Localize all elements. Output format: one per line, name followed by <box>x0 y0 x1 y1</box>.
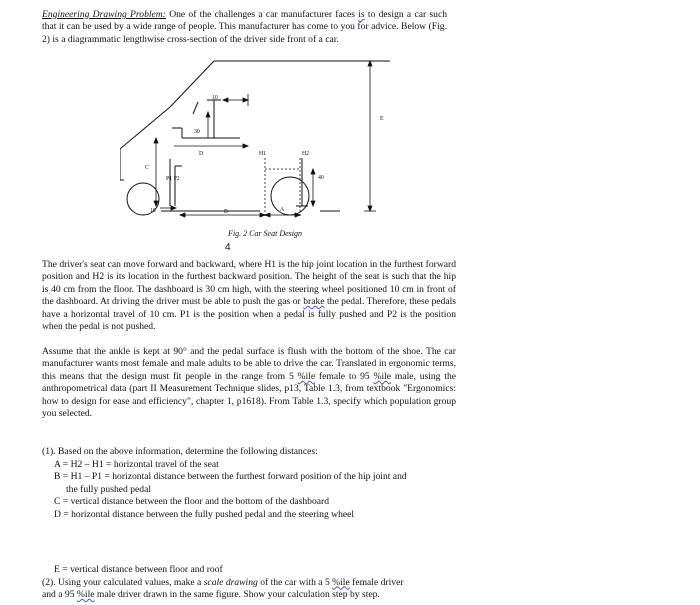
definition-d: D = horizontal distance between the fully pushed pedal and the steering wheel <box>54 508 355 520</box>
seat-pivot <box>296 158 308 206</box>
car-seat-diagram <box>120 56 410 231</box>
pedal-lines <box>170 159 182 206</box>
dimension-c <box>154 138 158 206</box>
label-10-top: 10 <box>212 95 218 101</box>
dimension-e <box>364 61 376 211</box>
label-40: 40 <box>318 175 324 181</box>
figure-caption: Fig. 2 Car Seat Design <box>228 229 302 238</box>
dimension-40 <box>311 169 315 206</box>
assumption-paragraph: Assume that the ankle is kept at 90° and the pedal surface is flush with the bottom of the shoe. The car manufacturer wants most female and male adults to be able to drive the car. Translated in ergonomic terms, this means that the design must fit people in the range from 5 %ile female to 95 %ile male, using the anthropometrical data (part II Measurement Technique slides, p13, Table 1.3, from textbook "Ergonomics: how to design for ease and efficiency", chapter 1, p1618). From Table 1.3, specify which population group you selected. <box>42 346 456 420</box>
wheel-rear <box>271 177 309 215</box>
question-2-line-1: (2). Using your calculated values, make a scale drawing of the car with a 5 %ile female driver <box>42 576 404 588</box>
intro-paragraph: Engineering Drawing Problem: One of the challenges a car manufacturer faces is to design a car such that it can be used by a wide range of people. This manufacturer has come to you for advice. Below (Fig. 2) is a diagrammatic lengthwise cross-section of the driver side front of a car. <box>42 9 448 45</box>
question-1-intro: (1). Based on the above information, determine the following distances: <box>42 446 318 457</box>
definition-a: A = H2 – H1 = horizontal travel of the seat <box>54 458 219 470</box>
cursor-marker: 4 <box>225 242 231 253</box>
dimension-b <box>180 213 265 217</box>
question-1 <box>42 446 472 522</box>
definition-e: E = vertical distance between floor and roof <box>54 564 223 575</box>
definition-b-continued: the fully pushed pedal <box>66 483 151 495</box>
label-10-left: 10 <box>150 208 156 214</box>
label-a: A <box>280 207 285 213</box>
question-2-line-2: and a 95 %ile male driver drawn in the same figure. Show your calculation step by step. <box>42 589 380 601</box>
label-c: C <box>145 165 149 171</box>
problem-title: Engineering Drawing Problem: <box>42 9 166 20</box>
label-e: E <box>380 116 384 122</box>
label-h2: H2 <box>302 151 310 157</box>
dashboard <box>172 100 240 138</box>
label-d: D <box>199 151 204 157</box>
question-2 <box>42 564 472 602</box>
definition-b: B = H1 – P1 = horizontal distance between the furthest forward position of the hip joint and <box>54 471 407 483</box>
label-p1p2: P1 P2 <box>166 176 180 182</box>
label-30: 30 <box>194 129 200 135</box>
dimension-10-top <box>223 94 248 106</box>
dimension-30 <box>206 112 210 138</box>
label-h1: H1 <box>259 151 267 157</box>
seat-description-paragraph: The driver's seat can move forward and backward, where H1 is the hip joint location in the furthest forward position and H2 is its location in the furthest backward position. The height of the seat is such that the hip is 40 cm from the floor. The dashboard is 30 cm high, with the steering wheel positioned 10 cm in front of the dashboard. At driving the driver must be able to push the gas or brake the pedal. Therefore, these pedals have a horizontal travel of 10 cm. P1 is the position when a pedal is fully pushed and P2 is the position when the pedal is not pushed. <box>42 259 456 333</box>
definition-c: C = vertical distance between the floor and the bottom of the dashboard <box>54 496 330 508</box>
car-body-outline <box>120 61 390 211</box>
label-b: B <box>224 209 228 215</box>
dimension-d <box>174 144 248 148</box>
dimension-10-left <box>160 206 176 210</box>
